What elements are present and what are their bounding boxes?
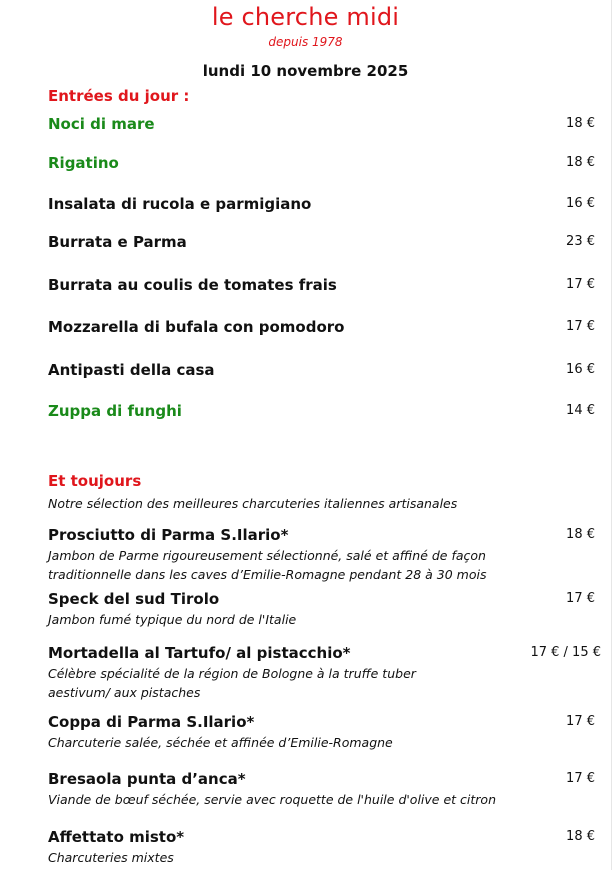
charcuterie-item-name: Prosciutto di Parma S.Ilario*	[48, 526, 289, 544]
charcuterie-item-price: 17 €	[566, 714, 595, 729]
charcuterie-item-price: 18 €	[566, 527, 595, 542]
charcuterie-item	[48, 711, 595, 733]
charcuterie-item	[48, 826, 595, 848]
charcuterie-item-name: Affettato misto*	[48, 828, 185, 846]
entree-item-name: Insalata di rucola e parmigiano	[48, 195, 312, 213]
entree-item-name: Zuppa di funghi	[48, 402, 182, 420]
entree-item	[48, 274, 595, 296]
entree-item-name: Mozzarella di bufala con pomodoro	[48, 318, 345, 336]
restaurant-name: le cherche midi	[211, 3, 400, 31]
entree-item	[48, 193, 595, 215]
entree-item	[48, 400, 595, 422]
charcuterie-item-name: Coppa di Parma S.Ilario*	[48, 713, 255, 731]
charcuterie-item-description: Jambon fumé typique du nord de l'Italie	[48, 612, 297, 627]
charcuterie-item-price: 17 €	[566, 591, 595, 606]
charcuterie-item-name: Speck del sud Tirolo	[48, 590, 220, 608]
entree-item-name: Rigatino	[48, 154, 119, 172]
entree-item-name: Burrata au coulis de tomates frais	[48, 276, 337, 294]
entree-item	[48, 152, 595, 174]
charcuterie-item-price: 17 € / 15 €	[530, 645, 601, 660]
charcuterie-item	[48, 642, 601, 664]
toujours-subtitle: Notre sélection des meilleures charcuteries italiennes artisanales	[48, 496, 458, 511]
toujours-section-title: Et toujours	[48, 472, 142, 490]
charcuterie-item-price: 18 €	[566, 829, 595, 844]
charcuterie-item-description: Charcuterie salée, séchée et affinée d’Emilie-Romagne	[48, 735, 393, 750]
charcuterie-item-description: Viande de bœuf séchée, servie avec roquette de l'huile d'olive et citron	[48, 792, 496, 807]
entree-item-price: 23 €	[566, 234, 595, 249]
entrees-section-title: Entrées du jour :	[48, 87, 190, 105]
entree-item-name: Burrata e Parma	[48, 233, 187, 251]
charcuterie-item	[48, 768, 595, 790]
entree-item-price: 17 €	[566, 319, 595, 334]
restaurant-since: depuis 1978	[268, 35, 343, 49]
entree-item-price: 17 €	[566, 277, 595, 292]
entree-item-name: Antipasti della casa	[48, 361, 215, 379]
charcuterie-item-name: Mortadella al Tartufo/ al pistacchio*	[48, 644, 351, 662]
charcuterie-item-price: 17 €	[566, 771, 595, 786]
menu-date: lundi 10 novembre 2025	[202, 62, 409, 80]
charcuterie-item-description: Charcuteries mixtes	[48, 850, 174, 865]
charcuterie-item-description: Célèbre spécialité de la région de Bologne à la truffe tuber aestivum/ aux pistaches	[48, 666, 416, 700]
charcuterie-item-name: Bresaola punta d’anca*	[48, 770, 246, 788]
entree-item-price: 16 €	[566, 362, 595, 377]
entree-item-price: 14 €	[566, 403, 595, 418]
entree-item-price: 18 €	[566, 155, 595, 170]
entree-item	[48, 113, 595, 135]
entree-item-price: 18 €	[566, 116, 595, 131]
entree-item-price: 16 €	[566, 196, 595, 211]
charcuterie-item	[48, 588, 595, 610]
charcuterie-item	[48, 524, 595, 546]
entree-item	[48, 231, 595, 253]
entree-item	[48, 359, 595, 381]
entree-item	[48, 316, 595, 338]
charcuterie-item-description: Jambon de Parme rigoureusement sélectionné, salé et affiné de façon traditionnelle dans les caves d’Emilie-Romagne pendant 28 à 30 mois	[48, 548, 487, 582]
entree-item-name: Noci di mare	[48, 115, 155, 133]
